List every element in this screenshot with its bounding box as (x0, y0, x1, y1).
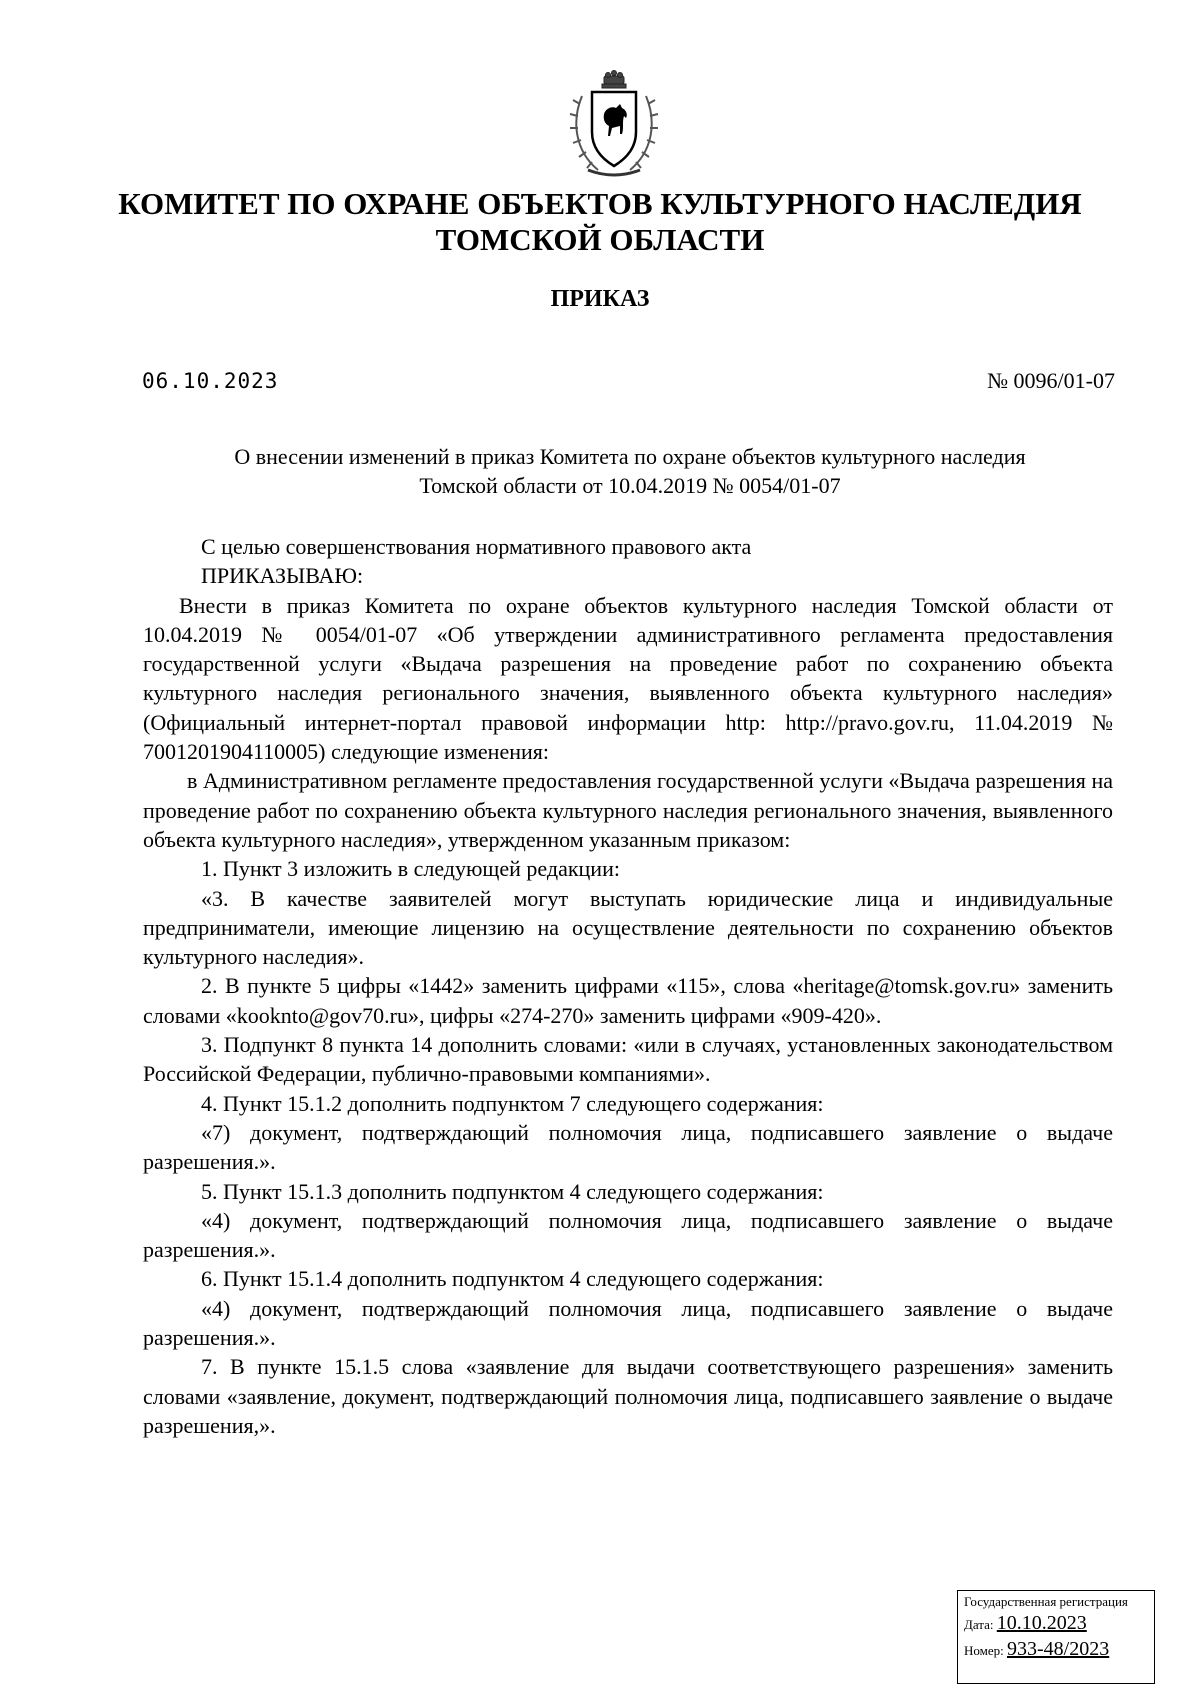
registration-date-row (964, 1610, 1148, 1636)
organization-title-line2: ТОМСКОЙ ОБЛАСТИ (435, 222, 765, 257)
body-item-4-text: «7) документ, подтверждающий полномочия лица, подписавшего заявление о выдаче разрешения.». (143, 1119, 1113, 1175)
organization-title-line1: КОМИТЕТ ПО ОХРАНЕ ОБЪЕКТОВ КУЛЬТУРНОГО НАСЛЕДИЯ (118, 186, 1082, 221)
body-item-3: 3. Подпункт 8 пункта 14 дополнить словами: «или в случаях, установленных законодательством Российской Федерации, публично-правовыми компаниями». (143, 1032, 1113, 1087)
document-number: № 0096/01-07 (987, 368, 1115, 393)
body-paragraph-main: Внести в приказ Комитета по охране объектов культурного наследия Томской области от 10.04.2019 № 0054/01-07 «Об утверждении административного регламента предоставления государственной услуги «Выдача разрешения на проведение работ по сохранению объекта культурного наследия регионального значения, выявленного объекта культурного наследия» (Официальный интернет-портал правовой информации http: http://pravo.gov.ru, 11.04.2019 № 7001201904110005) следующие изменения: (143, 592, 1113, 765)
registration-number-row (964, 1636, 1148, 1662)
document-date: 06.10.2023 (142, 369, 279, 393)
document-subject (140, 442, 1120, 500)
body-item-5: 5. Пункт 15.1.3 дополнить подпунктом 4 следующего содержания: (201, 1178, 824, 1204)
registration-number-value: 933-48/2023 (1007, 1638, 1110, 1660)
subject-line2: Томской области от 10.04.2019 № 0054/01-07 (419, 473, 841, 498)
document-type: ПРИКАЗ (550, 286, 650, 312)
body-item-1-text: «3. В качестве заявителей могут выступать юридические лица и индивидуальные предприниматели, имеющие лицензию на осуществление деятельности по сохранению объектов культурного наследия». (143, 885, 1113, 970)
registration-date-value: 10.10.2023 (996, 1612, 1087, 1634)
registration-date-label: Дата: (964, 1617, 994, 1632)
body-item-2: 2. В пункте 5 цифры «1442» заменить цифрами «115», слова «heritage@tomsk.gov.ru» заменить словами «kooknto@gov70.ru», цифры «274-270» заменить цифрами «909-420». (143, 973, 1113, 1028)
body-item-5-text: «4) документ, подтверждающий полномочия лица, подписавшего заявление о выдаче разрешения.». (143, 1207, 1113, 1263)
coat-of-arms-emblem (568, 70, 660, 180)
ribbon-icon (588, 170, 640, 175)
registration-number-label: Номер: (964, 1643, 1004, 1658)
document-body (143, 532, 1113, 1440)
body-item-1: 1. Пункт 3 изложить в следующей редакции: (201, 856, 620, 882)
body-paragraph-purpose: С целью совершенствования нормативного правового акта (201, 534, 752, 559)
body-item-6-text: «4) документ, подтверждающий полномочия лица, подписавшего заявление о выдаче разрешения.». (143, 1295, 1113, 1351)
body-item-4: 4. Пункт 15.1.2 дополнить подпунктом 7 следующего содержания: (201, 1090, 824, 1116)
crown-icon (602, 71, 626, 89)
body-item-7: 7. В пункте 15.1.5 слова «заявление для выдачи соответствующего разрешения» заменить словами «заявление, документ, подтверждающий полномочия лица, подписавшего заявление о выдаче разрешения,». (143, 1354, 1113, 1438)
subject-line1: О внесении изменений в приказ Комитета по охране объектов культурного наследия (234, 444, 1026, 469)
shield-icon (592, 92, 636, 166)
body-paragraph-order: ПРИКАЗЫВАЮ: (201, 563, 364, 589)
registration-stamp (957, 1590, 1155, 1684)
registration-title: Государственная регистрация (964, 1594, 1128, 1609)
body-item-6: 6. Пункт 15.1.4 дополнить подпунктом 4 следующего содержания: (201, 1266, 824, 1292)
body-paragraph-regulation: в Административном регламенте предоставления государственной услуги «Выдача разрешения на проведение работ по сохранению объекта культурного наследия регионального значения, выявленного объекта культурного наследия», утвержденном указанным приказом: (143, 768, 1113, 852)
